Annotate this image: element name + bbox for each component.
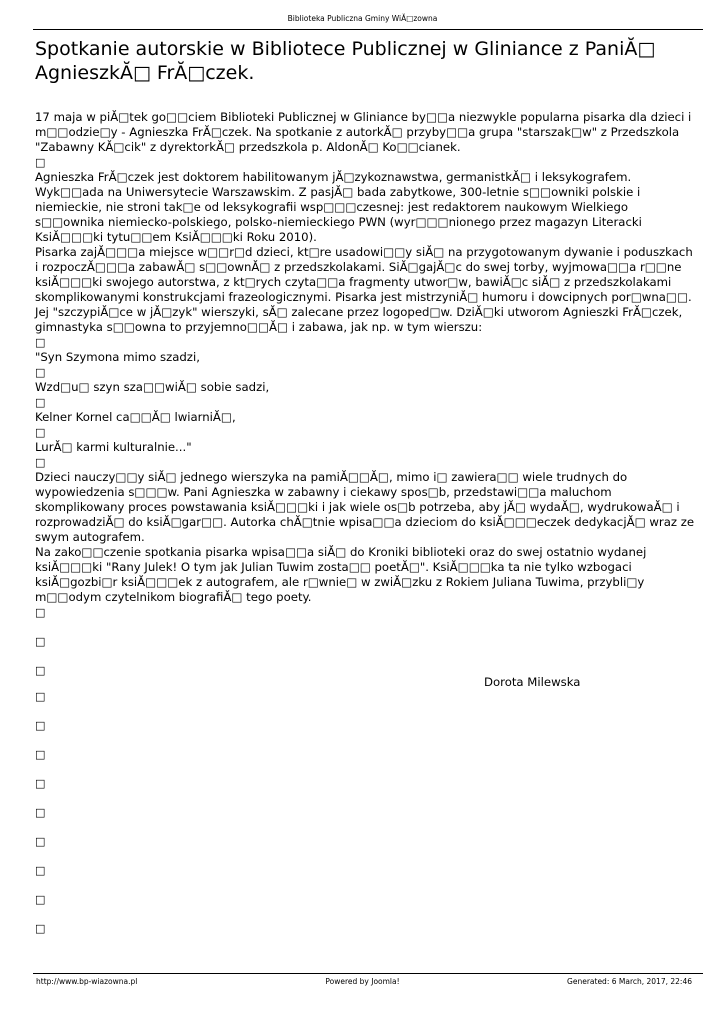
poem-line-1: "Syn Szymona mimo szadzi, [35,350,200,364]
missing-glyph-marker: □ [35,396,46,409]
footer-generated-date: Generated: 6 March, 2017, 22:46 [567,977,692,986]
missing-glyph-marker: □ [35,635,46,648]
missing-glyph-marker: □ [35,336,46,349]
signature-row [35,675,695,704]
author-signature: Dorota Milewska [484,675,581,689]
missing-glyph-marker: □ [35,719,46,732]
paragraph-author-bio: Agnieszka FrĂ□czek jest doktorem habilitowanym jĂ□zykoznawstwa, germanistkĂ□ i leksykografem. Wyk□□ada na Uniwersytecie Warszawskim. Z pasjĂ□ bada zabytkowe, 300-letnie s□□owniki polskie i niemieckie, nie stroni tak□e od leksykografii wsp□□□czesnej: jest redaktorem naukowym Wielkiego s□□ownika niemiecko-polskiego, polsko-niemieckiego PWN (wyr□□□nionego przez magazyn Literacki KsiĂ□□□ki tytu□□em KsiĂ□□□ki Roku 2010). [35,170,642,244]
paragraph-closing: Na zako□□czenie spotkania pisarka wpisa□□a siĂ□ do Kroniki biblioteki oraz do swej ostatnio wydanej ksiĂ□□□ki "Rany Julek! O tym jak Julian Tuwim zosta□□ poetĂ□". KsiĂ□□□ka ta nie tylko wzbogaci ksiĂ□gozbi□r ksiĂ□□□ek z autografem, ale r□wnie□ w zwiĂ□zku z Rokiem Juliana Tuwima, przybli□y m□□odym czytelnikom biografiĂ□ tego poety. [35,545,647,604]
missing-glyph-marker: □ [35,606,46,619]
site-header: Biblioteka Publiczna Gminy WiĂ□zowna [287,14,438,23]
footer-divider [33,973,703,974]
missing-glyph-marker: □ [35,456,46,469]
missing-glyph-marker: □ [35,922,46,935]
missing-glyph-marker: □ [35,664,46,677]
article-body [35,110,695,936]
footer-site-url[interactable]: http://www.bp-wiazowna.pl [36,977,138,986]
paragraph-intro: 17 maja w piĂ□tek go□□ciem Biblioteki Publicznej w Gliniance by□□a niezwykle popularna pisarka dla dzieci i m□□odzie□y - Agnieszka FrĂ□czek. Na spotkanie z autorkĂ□ przyby□□a grupa "starszak□w" z Przedszkola "Zabawny KĂ□cik" z dyrektorkĂ□ przedszkola p. AldonĂ□ Ko□□cianek. [35,110,692,154]
poem-line-2: Wzd□u□ szyn sza□□wiĂ□ sobie sadzi, [35,380,270,394]
header-divider [33,29,703,30]
footer-powered-by: Powered by Joomla! [325,977,400,986]
paragraph-memorization: Dzieci nauczy□□y siĂ□ jednego wierszyka na pamiĂ□□Ă□, mimo i□ zawiera□□ wiele trudnych do wypowiedzenia s□□□w. Pani Agnieszka w zabawny i ciekawy spos□b, przedstawi□□a maluchom skomplikowany proces powstawania ksiĂ□□□ki i jak wiele os□b potrzeba, aby jĂ□ wydaĂ□, wydrukowaĂ□ i rozprowadziĂ□ do ksiĂ□gar□□. Autorka chĂ□tnie wpisa□□a dzieciom do ksiĂ□□□eczek dedykacjĂ□ wraz ze swym autografem. [35,470,695,544]
missing-glyph-marker: □ [35,366,46,379]
missing-glyph-marker: □ [35,426,46,439]
poem-line-3: Kelner Kornel ca□□Ă□ lwiarniĂ□, [35,410,236,424]
missing-glyph-marker: □ [35,777,46,790]
article-title: Spotkanie autorskie w Bibliotece Publicznej w Gliniance z PaniĂ□ AgnieszkĂ□ FrĂ□czek. [35,38,656,84]
paragraph-meeting: Pisarka zajĂ□□□a miejsce w□□r□d dzieci, kt□re usadowi□□y siĂ□ na przygotowanym dywanie i poduszkach i rozpoczĂ□□□a zabawĂ□ s□□ownĂ□ z przedszkolakami. SiĂ□gajĂ□c do swej torby, wyjmowa□□a r□□ne ksiĂ□□□ki swojego autorstwa, z kt□rych czyta□□a fragmenty utwor□w, bawiĂ□c siĂ□ z przedszkolakami skomplikowanymi konstrukcjami frazeologicznymi. Pisarka jest mistrzyniĂ□ humoru i dowcipnych por□wna□□. Jej "szczypiĂ□ce w jĂ□zyk" wierszyki, sĂ□ zalecane przez logoped□w. DziĂ□ki utworom Agnieszki FrĂ□czek, gimnastyka s□□owna to przyjemno□□Ă□ i zabawa, jak np. w tym wierszu: [35,245,693,334]
missing-glyph-marker: □ [35,748,46,761]
missing-glyph-marker: □ [35,864,46,877]
missing-glyph-marker: □ [35,156,46,169]
missing-glyph-marker: □ [35,835,46,848]
missing-glyph-marker: □ [35,893,46,906]
missing-glyph-marker: □ [35,806,46,819]
poem-line-4: LurĂ□ karmi kulturalnie..." [35,440,192,454]
missing-glyph-marker: □ [35,690,46,703]
